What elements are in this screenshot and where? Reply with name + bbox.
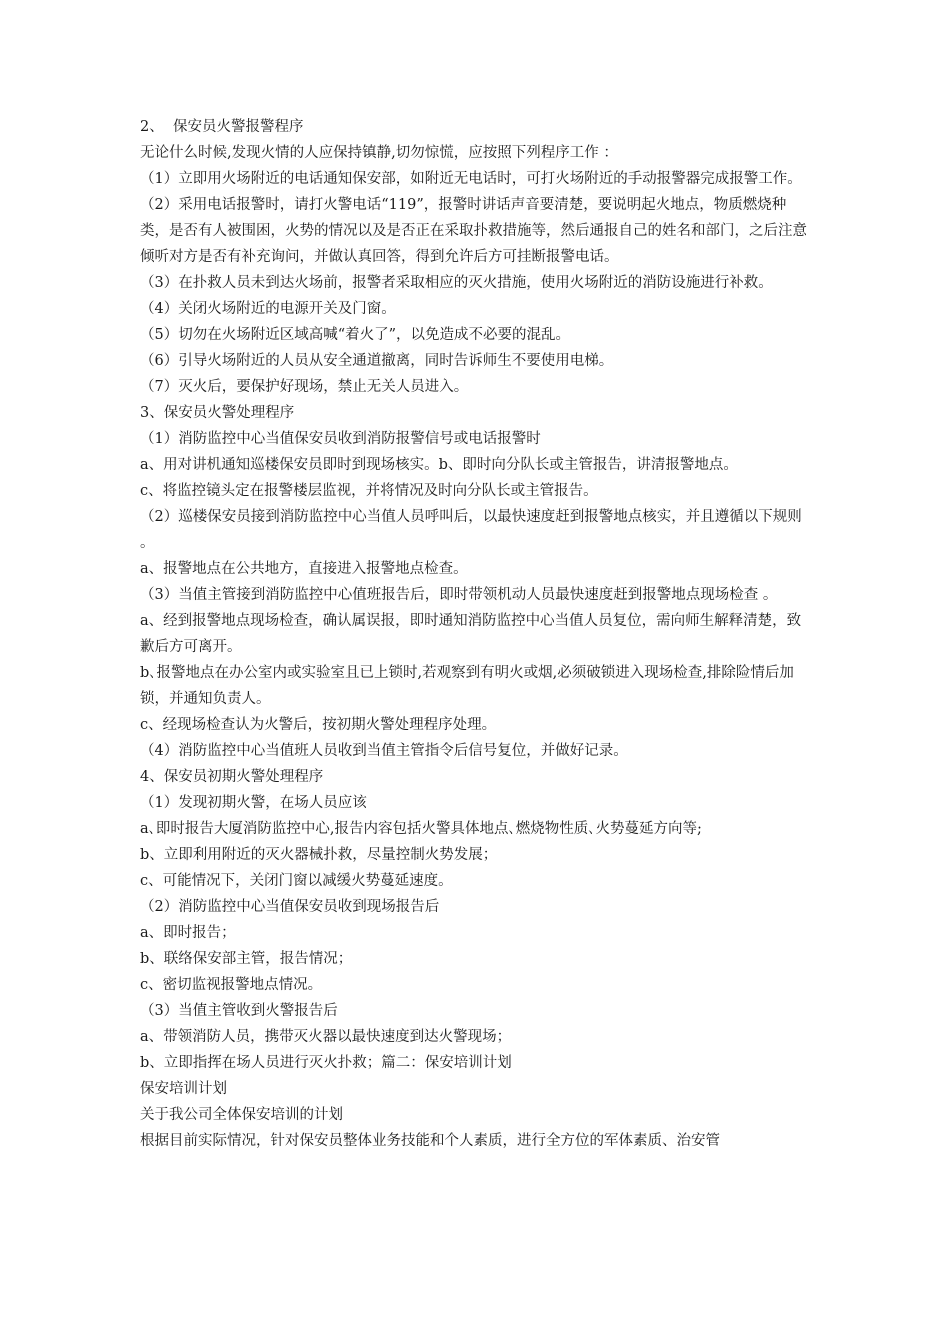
paragraph: a､即时报告大厦消防监控中心,报告内容包括火警具体地点､燃烧物性质､火势蔓延方向等; (140, 821, 702, 837)
heading-initial-fire-procedure: 4、保安员初期火警处理程序 (140, 769, 324, 785)
paragraph: （4）消防监控中心当值班人员收到当值主管指令后信号复位，并做好记录。 (140, 743, 628, 759)
heading-fire-handling-procedure: 3、保安员火警处理程序 (140, 405, 295, 421)
paragraph: 根据目前实际情况，针对保安员整体业务技能和个人素质，进行全方位的军体素质、治安管 (140, 1133, 720, 1149)
paragraph: b､报警地点在办公室内或实验室且已上锁时,若观察到有明火或烟,必须破锁进入现场检查,排除险情后加锁，并通知负责人。 (140, 665, 794, 707)
paragraph: （3）当值主管收到火警报告后 (140, 1003, 338, 1019)
paragraph: （2）采用电话报警时，请打火警电话“119”，报警时讲话声音要清楚，要说明起火地点，物质燃烧种类，是否有人被围困，火势的情况以及是否正在采取扑救措施等，然后通报自己的姓名和部门，之后注意倾听对方是否有补充询问，并做认真回答，得到允许后方可挂断报警电话。 (140, 197, 807, 265)
paragraph: （1）发现初期火警，在场人员应该 (140, 795, 367, 811)
paragraph: c、将监控镜头定在报警楼层监视，并将情况及时向分队长或主管报告。 (140, 483, 598, 499)
paragraph: （3）在扑救人员未到达火场前，报警者采取相应的灭火措施，使用火场附近的消防设施进行补救。 (140, 275, 773, 291)
paragraph: （4）关闭火场附近的电源开关及门窗。 (140, 301, 396, 317)
paragraph: （2）巡楼保安员接到消防监控中心当值人员呼叫后，以最快速度赶到报警地点核实，并且遵循以下规则 。 (140, 509, 807, 551)
paragraph: b、立即指挥在场人员进行灭火扑救；篇二：保安培训计划 (140, 1055, 512, 1071)
paragraph: a、经到报警地点现场检查，确认属误报，即时通知消防监控中心当值人员复位，需向师生解释清楚，致歉后方可离开。 (140, 613, 802, 655)
paragraph: c、经现场检查认为火警后，按初期火警处理程序处理。 (140, 717, 497, 733)
paragraph: a、带领消防人员，携带灭火器以最快速度到达火警现场； (140, 1029, 512, 1045)
paragraph: （3）当值主管接到消防监控中心值班报告后，即时带领机动人员最快速度赶到报警地点现场检查 。 (140, 587, 778, 603)
paragraph: （1）消防监控中心当值保安员收到消防报警信号或电话报警时 (140, 431, 541, 447)
paragraph: （2）消防监控中心当值保安员收到现场报告后 (140, 899, 440, 915)
paragraph: c、密切监视报警地点情况。 (140, 977, 323, 993)
paragraph: a、即时报告； (140, 925, 236, 941)
paragraph: a、报警地点在公共地方，直接进入报警地点检查。 (140, 561, 468, 577)
paragraph: （1）立即用火场附近的电话通知保安部，如附近无电话时，可打火场附近的手动报警器完成报警工作。 (140, 171, 802, 187)
paragraph: （7）灭火后，要保护好现场，禁止无关人员进入。 (140, 379, 469, 395)
paragraph: （6）引导火场附近的人员从安全通道撤离，同时告诉师生不要使用电梯。 (140, 353, 614, 369)
paragraph: （5）切勿在火场附近区域高喊“着火了”，以免造成不必要的混乱。 (140, 327, 571, 343)
paragraph: 无论什么时候,发现火情的人应保持镇静,切勿惊慌，应按照下列程序工作 ： (140, 145, 618, 161)
paragraph: a、用对讲机通知巡楼保安员即时到现场核实。b、即时向分队长或主管报告，讲清报警地点。 (140, 457, 738, 473)
document-body (140, 114, 815, 1154)
heading-training-plan: 保安培训计划 (140, 1081, 227, 1097)
heading-training-plan-subtitle: 关于我公司全体保安培训的计划 (140, 1107, 343, 1123)
paragraph: c、可能情况下，关闭门窗以减缓火势蔓延速度。 (140, 873, 453, 889)
paragraph: b、联络保安部主管，报告情况； (140, 951, 353, 967)
heading-fire-alarm-procedure: 2、 保安员火警报警程序 (140, 119, 304, 135)
paragraph: b、立即利用附近的灭火器械扑救，尽量控制火势发展； (140, 847, 498, 863)
